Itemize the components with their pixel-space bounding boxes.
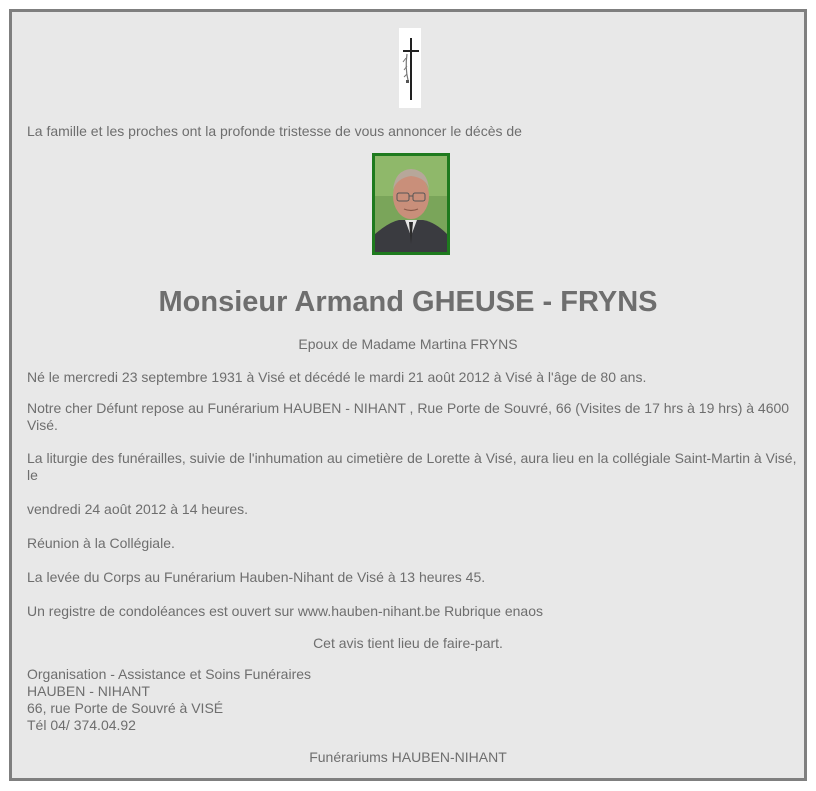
notice-text: Cet avis tient lieu de faire-part.: [313, 635, 503, 651]
birth-death-text: Né le mercredi 23 septembre 1931 à Visé et décédé le mardi 21 août 2012 à Visé à l'âge de 80 ans.: [27, 369, 647, 385]
register-text: Un registre de condoléances est ouvert sur www.hauben-nihant.be Rubrique enaos: [27, 603, 543, 619]
rest-place-text: Notre cher Défunt repose au Funérarium HAUBEN - NIHANT , Rue Porte de Souvré, 66 (Visites de 17 hrs à 19 hrs) à 4600 Visé.: [27, 400, 790, 433]
organisation-name: HAUBEN - NIHANT: [27, 683, 150, 699]
organisation-block: [27, 666, 311, 734]
spouse-text: Epoux de Madame Martina FRYNS: [298, 336, 518, 352]
footer-text: Funérariums HAUBEN-NIHANT: [309, 749, 507, 765]
levee-text: La levée du Corps au Funérarium Hauben-Nihant de Visé à 13 heures 45.: [27, 569, 486, 585]
portrait-photo: [372, 153, 450, 255]
reunion-text: Réunion à la Collégiale.: [27, 535, 175, 551]
deceased-name: Monsieur Armand GHEUSE - FRYNS: [158, 286, 658, 318]
cross-icon: [399, 28, 421, 108]
intro-text: La famille et les proches ont la profonde tristesse de vous annoncer le décès de: [27, 123, 522, 139]
organisation-line: Organisation - Assistance et Soins Funéraires: [27, 666, 312, 682]
liturgy-text: La liturgie des funérailles, suivie de l'inhumation au cimetière de Lorette à Visé, aura lieu en la collégiale Saint-Martin à Visé, le: [27, 450, 797, 483]
obituary-card: [9, 9, 807, 781]
organisation-phone: Tél 04/ 374.04.92: [27, 717, 136, 733]
organisation-address: 66, rue Porte de Souvré à VISÉ: [27, 700, 224, 716]
date-time-text: vendredi 24 août 2012 à 14 heures.: [27, 501, 249, 517]
